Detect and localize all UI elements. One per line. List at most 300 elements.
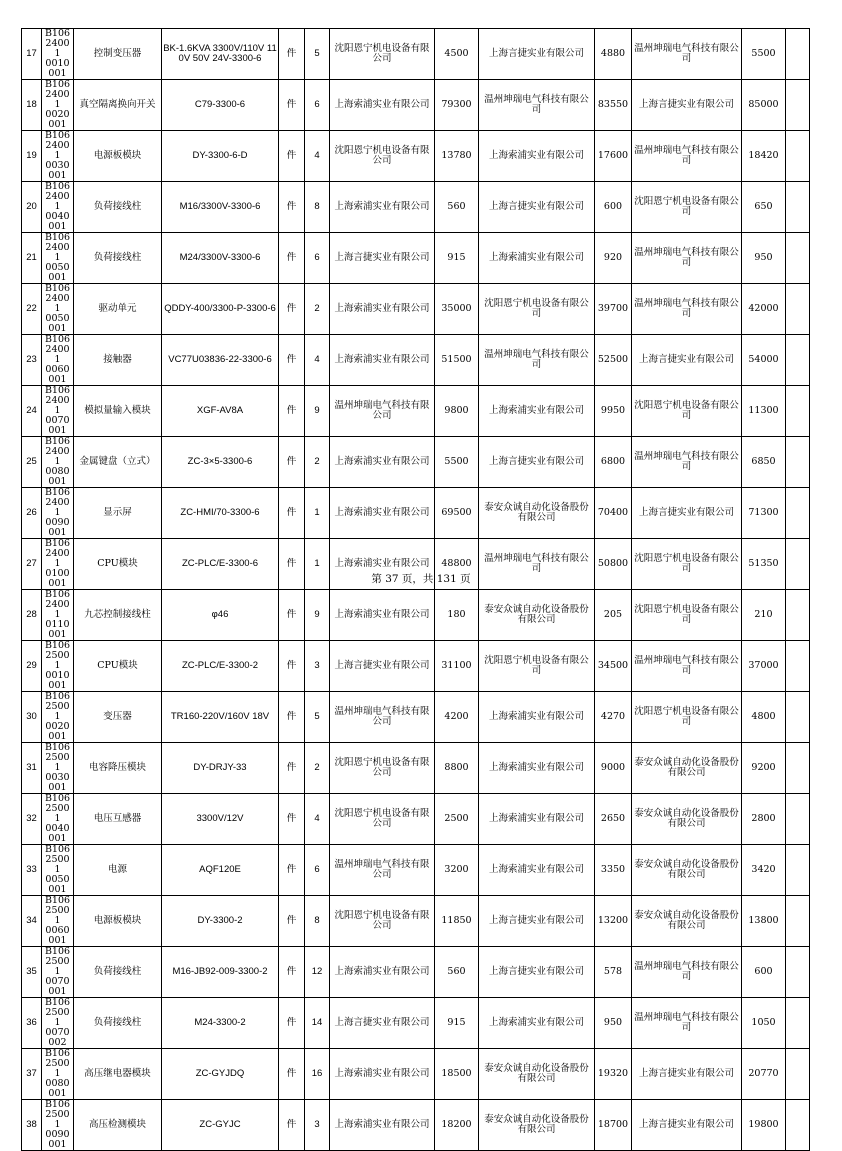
material-code [42, 80, 74, 131]
item-quantity: 4 [305, 131, 330, 182]
supplier-1: 上海索浦实业有限公司 [330, 182, 435, 233]
row-number: 22 [22, 284, 42, 335]
empty-cell [786, 1049, 810, 1100]
empty-cell [786, 998, 810, 1049]
table-row [22, 743, 810, 794]
supplier-2: 温州坤瑞电气科技有限公司 [479, 335, 595, 386]
price-3: 600 [742, 947, 786, 998]
supplier-2: 上海索浦实业有限公司 [479, 845, 595, 896]
item-quantity: 16 [305, 1049, 330, 1100]
price-3: 6850 [742, 437, 786, 488]
supplier-3: 沈阳恩宁机电设备有限公司 [632, 692, 742, 743]
item-quantity: 5 [305, 29, 330, 80]
supplier-2: 上海索浦实业有限公司 [479, 998, 595, 1049]
price-3: 85000 [742, 80, 786, 131]
price-1: 51500 [435, 335, 479, 386]
table-body [22, 29, 810, 1151]
supplier-1: 上海索浦实业有限公司 [330, 539, 435, 590]
price-1: 560 [435, 947, 479, 998]
supplier-3: 沈阳恩宁机电设备有限公司 [632, 590, 742, 641]
item-model: DY-3300-6-D [162, 131, 279, 182]
item-name: 电源板模块 [74, 131, 162, 182]
item-unit: 件 [279, 641, 305, 692]
item-quantity: 6 [305, 845, 330, 896]
price-3: 650 [742, 182, 786, 233]
price-3: 9200 [742, 743, 786, 794]
material-code [42, 947, 74, 998]
material-code-part: 0040001 [45, 211, 70, 232]
price-2: 70400 [595, 488, 632, 539]
empty-cell [786, 641, 810, 692]
item-quantity: 1 [305, 539, 330, 590]
item-name: 负荷接线柱 [74, 998, 162, 1049]
material-code [42, 335, 74, 386]
row-number: 33 [22, 845, 42, 896]
supplier-1: 沈阳恩宁机电设备有限公司 [330, 131, 435, 182]
material-code [42, 794, 74, 845]
item-name: 真空隔离换向开关 [74, 80, 162, 131]
price-2: 2650 [595, 794, 632, 845]
empty-cell [786, 692, 810, 743]
item-name: 负荷接线柱 [74, 182, 162, 233]
material-code [42, 896, 74, 947]
material-code-part: 0070001 [45, 415, 70, 436]
price-1: 8800 [435, 743, 479, 794]
supplier-2: 上海索浦实业有限公司 [479, 692, 595, 743]
row-number: 17 [22, 29, 42, 80]
row-number: 35 [22, 947, 42, 998]
price-2: 4880 [595, 29, 632, 80]
price-3: 5500 [742, 29, 786, 80]
price-1: 5500 [435, 437, 479, 488]
table-row [22, 590, 810, 641]
price-1: 11850 [435, 896, 479, 947]
item-unit: 件 [279, 692, 305, 743]
empty-cell [786, 284, 810, 335]
price-1: 31100 [435, 641, 479, 692]
item-name: CPU模块 [74, 641, 162, 692]
supplier-2: 泰安众诚自动化设备股份有限公司 [479, 1049, 595, 1100]
material-code-part: 0090001 [45, 517, 70, 538]
row-number: 34 [22, 896, 42, 947]
material-code-part: B10625001 [44, 844, 71, 875]
material-code-part: 0050001 [45, 262, 70, 283]
item-quantity: 1 [305, 488, 330, 539]
supplier-2: 上海索浦实业有限公司 [479, 794, 595, 845]
supplier-2: 上海言捷实业有限公司 [479, 896, 595, 947]
material-code-part: B10624001 [44, 538, 71, 569]
item-name: 负荷接线柱 [74, 947, 162, 998]
price-2: 34500 [595, 641, 632, 692]
price-1: 35000 [435, 284, 479, 335]
supplier-3: 上海言捷实业有限公司 [632, 1100, 742, 1151]
price-1: 915 [435, 233, 479, 284]
material-code-part: B10624001 [44, 232, 71, 263]
item-model: ZC-GYJC [162, 1100, 279, 1151]
empty-cell [786, 845, 810, 896]
material-code-part: B10625001 [44, 946, 71, 977]
supplier-1: 上海言捷实业有限公司 [330, 998, 435, 1049]
material-code-part: 0100001 [45, 568, 70, 589]
price-2: 52500 [595, 335, 632, 386]
price-1: 180 [435, 590, 479, 641]
table-row [22, 284, 810, 335]
item-quantity: 3 [305, 1100, 330, 1151]
item-unit: 件 [279, 488, 305, 539]
material-code [42, 29, 74, 80]
item-name: 变压器 [74, 692, 162, 743]
material-code [42, 692, 74, 743]
row-number: 26 [22, 488, 42, 539]
item-unit: 件 [279, 539, 305, 590]
supplier-2: 泰安众诚自动化设备股份有限公司 [479, 488, 595, 539]
item-quantity: 4 [305, 335, 330, 386]
table-row [22, 692, 810, 743]
item-unit: 件 [279, 998, 305, 1049]
price-2: 3350 [595, 845, 632, 896]
material-code-part: B10625001 [44, 640, 71, 671]
price-2: 920 [595, 233, 632, 284]
item-name: 接触器 [74, 335, 162, 386]
row-number: 18 [22, 80, 42, 131]
material-code-part: 0060001 [45, 925, 70, 946]
item-model: C79-3300-6 [162, 80, 279, 131]
price-3: 11300 [742, 386, 786, 437]
price-3: 13800 [742, 896, 786, 947]
item-unit: 件 [279, 80, 305, 131]
table-row [22, 896, 810, 947]
material-code [42, 437, 74, 488]
item-quantity: 2 [305, 743, 330, 794]
row-number: 28 [22, 590, 42, 641]
price-2: 39700 [595, 284, 632, 335]
item-name: 控制变压器 [74, 29, 162, 80]
item-quantity: 12 [305, 947, 330, 998]
table-row [22, 1049, 810, 1100]
item-unit: 件 [279, 335, 305, 386]
material-code-part: B10624001 [44, 28, 71, 59]
price-3: 1050 [742, 998, 786, 1049]
item-model: TR160-220V/160V 18V [162, 692, 279, 743]
item-model: M24/3300V-3300-6 [162, 233, 279, 284]
supplier-1: 上海索浦实业有限公司 [330, 1049, 435, 1100]
supplier-2: 上海索浦实业有限公司 [479, 233, 595, 284]
material-code [42, 284, 74, 335]
supplier-3: 泰安众诚自动化设备股份有限公司 [632, 845, 742, 896]
supplier-3: 上海言捷实业有限公司 [632, 80, 742, 131]
item-unit: 件 [279, 1100, 305, 1151]
price-2: 600 [595, 182, 632, 233]
material-code-part: B10624001 [44, 385, 71, 416]
material-code-part: 0060001 [45, 364, 70, 385]
material-code-part: 0020001 [45, 109, 70, 130]
price-3: 2800 [742, 794, 786, 845]
item-quantity: 5 [305, 692, 330, 743]
item-model: ZC-GYJDQ [162, 1049, 279, 1100]
table-row [22, 947, 810, 998]
item-unit: 件 [279, 794, 305, 845]
price-2: 18700 [595, 1100, 632, 1151]
material-code-part: B10625001 [44, 1099, 71, 1130]
item-unit: 件 [279, 284, 305, 335]
material-code-part: 0020001 [45, 721, 70, 742]
table-row [22, 29, 810, 80]
price-3: 18420 [742, 131, 786, 182]
price-1: 13780 [435, 131, 479, 182]
item-quantity: 9 [305, 590, 330, 641]
supplier-1: 沈阳恩宁机电设备有限公司 [330, 896, 435, 947]
item-model: DY-DRJY-33 [162, 743, 279, 794]
item-quantity: 9 [305, 386, 330, 437]
supplier-2: 上海索浦实业有限公司 [479, 743, 595, 794]
price-comparison-table [21, 28, 810, 1151]
price-1: 18500 [435, 1049, 479, 1100]
price-2: 83550 [595, 80, 632, 131]
price-3: 4800 [742, 692, 786, 743]
supplier-2: 上海索浦实业有限公司 [479, 131, 595, 182]
table-row [22, 1100, 810, 1151]
item-model: ZC-3×5-3300-6 [162, 437, 279, 488]
empty-cell [786, 743, 810, 794]
row-number: 23 [22, 335, 42, 386]
item-quantity: 4 [305, 794, 330, 845]
item-name: 电源 [74, 845, 162, 896]
row-number: 38 [22, 1100, 42, 1151]
item-quantity: 14 [305, 998, 330, 1049]
material-code-part: 0010001 [45, 670, 70, 691]
empty-cell [786, 437, 810, 488]
item-unit: 件 [279, 896, 305, 947]
price-1: 48800 [435, 539, 479, 590]
empty-cell [786, 590, 810, 641]
price-1: 2500 [435, 794, 479, 845]
item-name: 驱动单元 [74, 284, 162, 335]
material-code-part: 0010001 [45, 58, 70, 79]
item-unit: 件 [279, 590, 305, 641]
supplier-1: 上海索浦实业有限公司 [330, 1100, 435, 1151]
empty-cell [786, 947, 810, 998]
item-unit: 件 [279, 386, 305, 437]
material-code-part: B10624001 [44, 130, 71, 161]
supplier-3: 温州坤瑞电气科技有限公司 [632, 437, 742, 488]
material-code-part: B10625001 [44, 691, 71, 722]
item-model: φ46 [162, 590, 279, 641]
item-unit: 件 [279, 29, 305, 80]
supplier-2: 上海言捷实业有限公司 [479, 29, 595, 80]
price-1: 18200 [435, 1100, 479, 1151]
price-2: 205 [595, 590, 632, 641]
material-code-part: 0040001 [45, 823, 70, 844]
item-name: 显示屏 [74, 488, 162, 539]
row-number: 30 [22, 692, 42, 743]
item-model: DY-3300-2 [162, 896, 279, 947]
material-code-part: B10625001 [44, 742, 71, 773]
material-code [42, 998, 74, 1049]
row-number: 27 [22, 539, 42, 590]
material-code-part: B10624001 [44, 283, 71, 314]
supplier-3: 温州坤瑞电气科技有限公司 [632, 947, 742, 998]
supplier-1: 上海言捷实业有限公司 [330, 641, 435, 692]
empty-cell [786, 896, 810, 947]
price-2: 950 [595, 998, 632, 1049]
item-name: 电压互感器 [74, 794, 162, 845]
price-3: 210 [742, 590, 786, 641]
item-name: 负荷接线柱 [74, 233, 162, 284]
material-code-part: B10624001 [44, 487, 71, 518]
supplier-2: 上海索浦实业有限公司 [479, 386, 595, 437]
table-row [22, 998, 810, 1049]
supplier-3: 泰安众诚自动化设备股份有限公司 [632, 743, 742, 794]
item-name: 模拟量输入模块 [74, 386, 162, 437]
supplier-3: 沈阳恩宁机电设备有限公司 [632, 182, 742, 233]
item-model: BK-1.6KVA 3300V/110V 110V 50V 24V-3300-6 [162, 29, 279, 80]
empty-cell [786, 488, 810, 539]
price-3: 37000 [742, 641, 786, 692]
material-code-part: B10624001 [44, 181, 71, 212]
supplier-1: 温州坤瑞电气科技有限公司 [330, 845, 435, 896]
price-2: 578 [595, 947, 632, 998]
supplier-3: 温州坤瑞电气科技有限公司 [632, 998, 742, 1049]
item-model: M16-JB92-009-3300-2 [162, 947, 279, 998]
row-number: 37 [22, 1049, 42, 1100]
price-1: 9800 [435, 386, 479, 437]
supplier-3: 沈阳恩宁机电设备有限公司 [632, 539, 742, 590]
supplier-2: 沈阳恩宁机电设备有限公司 [479, 641, 595, 692]
empty-cell [786, 794, 810, 845]
empty-cell [786, 80, 810, 131]
price-3: 42000 [742, 284, 786, 335]
material-code [42, 1100, 74, 1151]
table-row [22, 641, 810, 692]
item-quantity: 3 [305, 641, 330, 692]
price-1: 4200 [435, 692, 479, 743]
material-code [42, 233, 74, 284]
empty-cell [786, 29, 810, 80]
supplier-1: 上海索浦实业有限公司 [330, 488, 435, 539]
item-model: 3300V/12V [162, 794, 279, 845]
price-2: 9950 [595, 386, 632, 437]
supplier-1: 沈阳恩宁机电设备有限公司 [330, 743, 435, 794]
empty-cell [786, 182, 810, 233]
price-2: 6800 [595, 437, 632, 488]
material-code [42, 386, 74, 437]
table-row [22, 437, 810, 488]
table-row [22, 233, 810, 284]
row-number: 24 [22, 386, 42, 437]
empty-cell [786, 335, 810, 386]
supplier-1: 温州坤瑞电气科技有限公司 [330, 386, 435, 437]
table-row [22, 794, 810, 845]
row-number: 32 [22, 794, 42, 845]
price-3: 54000 [742, 335, 786, 386]
item-quantity: 6 [305, 233, 330, 284]
supplier-1: 上海索浦实业有限公司 [330, 284, 435, 335]
price-3: 3420 [742, 845, 786, 896]
material-code [42, 590, 74, 641]
supplier-2: 温州坤瑞电气科技有限公司 [479, 539, 595, 590]
material-code-part: 0030001 [45, 772, 70, 793]
price-1: 3200 [435, 845, 479, 896]
price-1: 69500 [435, 488, 479, 539]
item-model: ZC-PLC/E-3300-6 [162, 539, 279, 590]
material-code-part: 0080001 [45, 1078, 70, 1099]
supplier-1: 上海索浦实业有限公司 [330, 437, 435, 488]
table-row [22, 845, 810, 896]
item-quantity: 2 [305, 284, 330, 335]
material-code [42, 845, 74, 896]
material-code-part: 0050001 [45, 313, 70, 334]
item-quantity: 2 [305, 437, 330, 488]
material-code-part: B10624001 [44, 79, 71, 110]
price-2: 50800 [595, 539, 632, 590]
item-name: 电容降压模块 [74, 743, 162, 794]
item-unit: 件 [279, 233, 305, 284]
supplier-1: 上海索浦实业有限公司 [330, 590, 435, 641]
material-code-part: B10625001 [44, 997, 71, 1028]
item-quantity: 8 [305, 182, 330, 233]
item-model: ZC-PLC/E-3300-2 [162, 641, 279, 692]
supplier-3: 温州坤瑞电气科技有限公司 [632, 284, 742, 335]
supplier-3: 温州坤瑞电气科技有限公司 [632, 131, 742, 182]
price-3: 71300 [742, 488, 786, 539]
material-code [42, 641, 74, 692]
supplier-3: 沈阳恩宁机电设备有限公司 [632, 386, 742, 437]
supplier-2: 上海言捷实业有限公司 [479, 437, 595, 488]
row-number: 25 [22, 437, 42, 488]
material-code-part: B10624001 [44, 436, 71, 467]
supplier-3: 上海言捷实业有限公司 [632, 335, 742, 386]
item-unit: 件 [279, 1049, 305, 1100]
supplier-1: 上海索浦实业有限公司 [330, 80, 435, 131]
item-unit: 件 [279, 845, 305, 896]
supplier-1: 上海言捷实业有限公司 [330, 233, 435, 284]
supplier-1: 上海索浦实业有限公司 [330, 335, 435, 386]
item-model: M16/3300V-3300-6 [162, 182, 279, 233]
item-name: 高压继电器模块 [74, 1049, 162, 1100]
material-code-part: B10624001 [44, 589, 71, 620]
supplier-1: 沈阳恩宁机电设备有限公司 [330, 29, 435, 80]
empty-cell [786, 233, 810, 284]
item-quantity: 6 [305, 80, 330, 131]
material-code-part: B10625001 [44, 793, 71, 824]
supplier-2: 温州坤瑞电气科技有限公司 [479, 80, 595, 131]
supplier-2: 上海言捷实业有限公司 [479, 947, 595, 998]
material-code [42, 743, 74, 794]
supplier-3: 上海言捷实业有限公司 [632, 488, 742, 539]
item-unit: 件 [279, 131, 305, 182]
material-code-part: 0030001 [45, 160, 70, 181]
item-name: 高压检测模块 [74, 1100, 162, 1151]
supplier-2: 沈阳恩宁机电设备有限公司 [479, 284, 595, 335]
item-model: M24-3300-2 [162, 998, 279, 1049]
supplier-3: 泰安众诚自动化设备股份有限公司 [632, 896, 742, 947]
table-row [22, 335, 810, 386]
price-3: 51350 [742, 539, 786, 590]
price-1: 915 [435, 998, 479, 1049]
price-1: 79300 [435, 80, 479, 131]
supplier-3: 泰安众诚自动化设备股份有限公司 [632, 794, 742, 845]
supplier-3: 温州坤瑞电气科技有限公司 [632, 233, 742, 284]
supplier-3: 上海言捷实业有限公司 [632, 1049, 742, 1100]
material-code-part: B10624001 [44, 334, 71, 365]
material-code [42, 1049, 74, 1100]
material-code [42, 182, 74, 233]
item-unit: 件 [279, 743, 305, 794]
supplier-1: 沈阳恩宁机电设备有限公司 [330, 794, 435, 845]
table-row [22, 182, 810, 233]
table-row [22, 131, 810, 182]
material-code-part: 0070001 [45, 976, 70, 997]
